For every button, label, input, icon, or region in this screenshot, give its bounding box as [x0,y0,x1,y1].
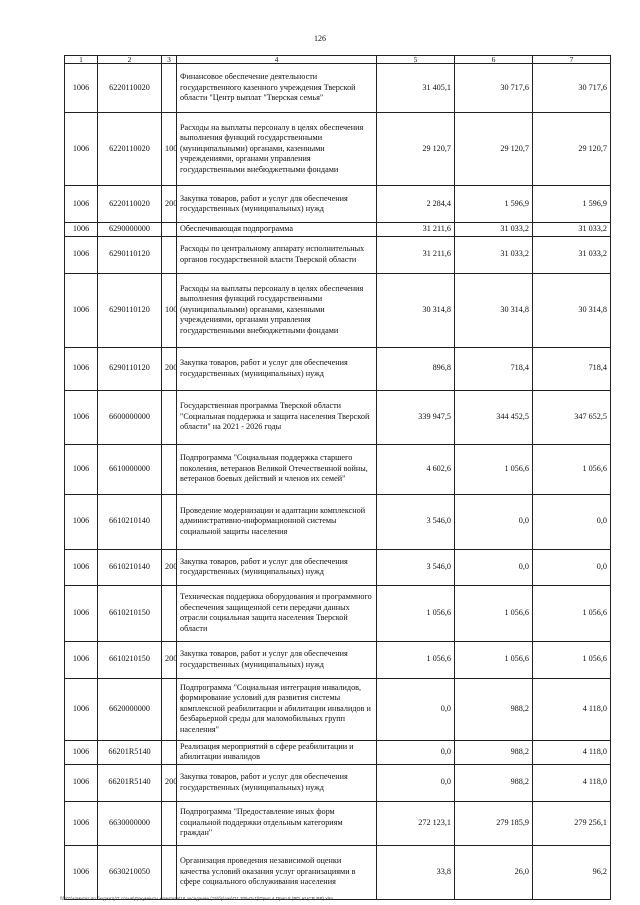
section-code: 1006 [65,444,98,494]
target-article-code: 6290110120 [98,273,162,347]
target-article-code: 6600000000 [98,390,162,444]
amount-year-3: 29 120,7 [533,113,611,186]
expense-type-code [162,64,177,113]
expense-type-code [162,444,177,494]
expense-type-code: 200 [162,549,177,585]
column-number: 1 [65,56,98,64]
section-code: 1006 [65,113,98,186]
item-name: Проведение модернизации и адаптации комплексной административно-информационной системы социальной защиты населения [177,494,377,549]
target-article-code: 6290110120 [98,347,162,390]
amount-year-2: 31 033,2 [455,223,533,237]
expense-type-code: 200 [162,347,177,390]
amount-year-1: 33,8 [377,845,455,899]
table-row [65,64,611,113]
item-name: Государственная программа Тверской области "Социальная поддержка и защита населения Тверской области" на 2021 - 2026 годы [177,390,377,444]
amount-year-3: 31 033,2 [533,223,611,237]
expense-type-code [162,390,177,444]
amount-year-2: 1 056,6 [455,444,533,494]
table-row [65,186,611,223]
table-row [65,347,611,390]
table-row [65,740,611,764]
table-row [65,444,611,494]
amount-year-1: 0,0 [377,764,455,801]
item-name: Подпрограмма "Социальная поддержка старшего поколения, ветеранов Великой Отечественной войны, ветеранов боевых действий и членов их семей" [177,444,377,494]
column-number: 6 [455,56,533,64]
amount-year-2: 1 596,9 [455,186,533,223]
amount-year-1: 29 120,7 [377,113,455,186]
expense-type-code [162,801,177,845]
amount-year-3: 1 596,9 [533,186,611,223]
amount-year-2: 0,0 [455,494,533,549]
item-name: Подпрограмма "Социальная интеграция инвалидов, формирование условий для развития системы комплексной реабилитации и абилитации инвалидов и безбарьерной среды для маломобильных групп населения" [177,678,377,740]
column-number-row [65,56,611,64]
amount-year-1: 2 284,4 [377,186,455,223]
amount-year-3: 30 314,8 [533,273,611,347]
amount-year-1: 339 947,5 [377,390,455,444]
amount-year-2: 988,2 [455,764,533,801]
expense-type-code: 200 [162,641,177,678]
amount-year-1: 4 602,6 [377,444,455,494]
expense-type-code: 200 [162,186,177,223]
section-code: 1006 [65,347,98,390]
item-name: Закупка товаров, работ и услуг для обеспечения государственных (муниципальных) нужд [177,641,377,678]
table-row [65,390,611,444]
amount-year-3: 31 033,2 [533,236,611,273]
amount-year-3: 96,2 [533,845,611,899]
item-name: Расходы на выплаты персоналу в целях обеспечения выполнения функций государственными (муниципальными) органами, казенными учреждениями, органами управления государственными внебюджетными фондами [177,113,377,186]
amount-year-2: 1 056,6 [455,641,533,678]
target-article-code: 6630000000 [98,801,162,845]
amount-year-1: 896,8 [377,347,455,390]
expense-type-code [162,585,177,641]
amount-year-3: 1 056,6 [533,585,611,641]
target-article-code: 6630210050 [98,845,162,899]
table-row [65,494,611,549]
table-row [65,801,611,845]
amount-year-2: 30 314,8 [455,273,533,347]
amount-year-1: 0,0 [377,678,455,740]
amount-year-3: 347 652,5 [533,390,611,444]
item-name: Организация проведения независимой оценки качества условий оказания услуг организациями в сфере социального обслуживания населения [177,845,377,899]
column-number: 5 [377,56,455,64]
target-article-code: 6290000000 [98,223,162,237]
target-article-code: 6220110020 [98,113,162,186]
section-code: 1006 [65,678,98,740]
table-row [65,585,611,641]
item-name: Расходы по центральному аппарату исполнительных органов государственной власти Тверской области [177,236,377,273]
item-name: Закупка товаров, работ и услуг для обеспечения государственных (муниципальных) нужд [177,186,377,223]
expense-type-code [162,845,177,899]
amount-year-2: 26,0 [455,845,533,899]
amount-year-3: 279 256,1 [533,801,611,845]
target-article-code: 6610210140 [98,549,162,585]
amount-year-3: 1 056,6 [533,444,611,494]
table-row [65,678,611,740]
section-code: 1006 [65,549,98,585]
target-article-code: 6220110020 [98,64,162,113]
item-name: Расходы на выплаты персоналу в целях обеспечения выполнения функций государственными (муниципальными) органами, казенными учреждениями, органами управления государственными внебюджетными фондами [177,273,377,347]
amount-year-2: 718,4 [455,347,533,390]
section-code: 1006 [65,641,98,678]
amount-year-1: 31 405,1 [377,64,455,113]
amount-year-2: 30 717,6 [455,64,533,113]
expense-type-code [162,236,177,273]
table-body [65,64,611,900]
section-code: 1006 [65,390,98,444]
expense-type-code: 100 [162,113,177,186]
amount-year-1: 3 546,0 [377,494,455,549]
expense-type-code: 100 [162,273,177,347]
table-row [65,764,611,801]
target-article-code: 6290110120 [98,236,162,273]
item-name: Обеспечивающая подпрограмма [177,223,377,237]
amount-year-1: 30 314,8 [377,273,455,347]
amount-year-2: 29 120,7 [455,113,533,186]
table-row [65,549,611,585]
table-row [65,641,611,678]
item-name: Техническая поддержка оборудования и программного обеспечения защищенной сети передачи данных отрасли социальная защита населения Тверской области [177,585,377,641]
item-name: Подпрограмма "Предоставление иных форм социальной поддержки отдельным категориям граждан" [177,801,377,845]
target-article-code: 6610210140 [98,494,162,549]
section-code: 1006 [65,223,98,237]
target-article-code: 6620000000 [98,678,162,740]
section-code: 1006 [65,236,98,273]
expense-type-code: 200 [162,764,177,801]
amount-year-1: 31 211,6 [377,236,455,273]
amount-year-3: 0,0 [533,494,611,549]
target-article-code: 66201R5140 [98,764,162,801]
amount-year-3: 4 118,0 [533,764,611,801]
table-row [65,236,611,273]
target-article-code: 6220110020 [98,186,162,223]
amount-year-3: 30 717,6 [533,64,611,113]
target-article-code: 6610000000 [98,444,162,494]
amount-year-3: 4 118,0 [533,740,611,764]
column-number: 2 [98,56,162,64]
amount-year-2: 31 033,2 [455,236,533,273]
page-number: 126 [314,34,326,43]
section-code: 1006 [65,64,98,113]
section-code: 1006 [65,273,98,347]
section-code: 1006 [65,801,98,845]
item-name: Закупка товаров, работ и услуг для обеспечения государственных (муниципальных) нужд [177,549,377,585]
amount-year-3: 1 056,6 [533,641,611,678]
item-name: Финансовое обеспечение деятельности государственного казенного учреждения Тверской области "Центр выплат "Тверская семья" [177,64,377,113]
item-name: Реализация мероприятий в сфере реабилитации и абилитации инвалидов [177,740,377,764]
section-code: 1006 [65,186,98,223]
amount-year-2: 0,0 [455,549,533,585]
item-name: Закупка товаров, работ и услуг для обеспечения государственных (муниципальных) нужд [177,764,377,801]
column-number: 3 [162,56,177,64]
amount-year-1: 3 546,0 [377,549,455,585]
budget-table [64,55,611,900]
amount-year-2: 988,2 [455,740,533,764]
target-article-code: 66201R5140 [98,740,162,764]
expense-type-code [162,678,177,740]
amount-year-3: 4 118,0 [533,678,611,740]
file-path-footer: \\fs01\комитет по бюджету\7 созыв\Документы комитета\16 заседание (15\бр\зак\О1 205-П-7)\Прил 4 Прил 8 (РП, КЦСР, ВР).xlsx [60,896,334,901]
expense-type-code [162,740,177,764]
amount-year-1: 1 056,6 [377,641,455,678]
amount-year-2: 344 452,5 [455,390,533,444]
section-code: 1006 [65,845,98,899]
amount-year-3: 0,0 [533,549,611,585]
table-row [65,273,611,347]
section-code: 1006 [65,494,98,549]
expense-type-code [162,494,177,549]
section-code: 1006 [65,764,98,801]
amount-year-2: 988,2 [455,678,533,740]
expense-type-code [162,223,177,237]
amount-year-1: 1 056,6 [377,585,455,641]
amount-year-1: 272 123,1 [377,801,455,845]
amount-year-1: 0,0 [377,740,455,764]
column-number: 4 [177,56,377,64]
table-row [65,845,611,899]
amount-year-2: 1 056,6 [455,585,533,641]
section-code: 1006 [65,740,98,764]
table-row [65,223,611,237]
table-row [65,113,611,186]
column-number: 7 [533,56,611,64]
section-code: 1006 [65,585,98,641]
amount-year-2: 279 185,9 [455,801,533,845]
target-article-code: 6610210150 [98,641,162,678]
amount-year-1: 31 211,6 [377,223,455,237]
item-name: Закупка товаров, работ и услуг для обеспечения государственных (муниципальных) нужд [177,347,377,390]
target-article-code: 6610210150 [98,585,162,641]
amount-year-3: 718,4 [533,347,611,390]
